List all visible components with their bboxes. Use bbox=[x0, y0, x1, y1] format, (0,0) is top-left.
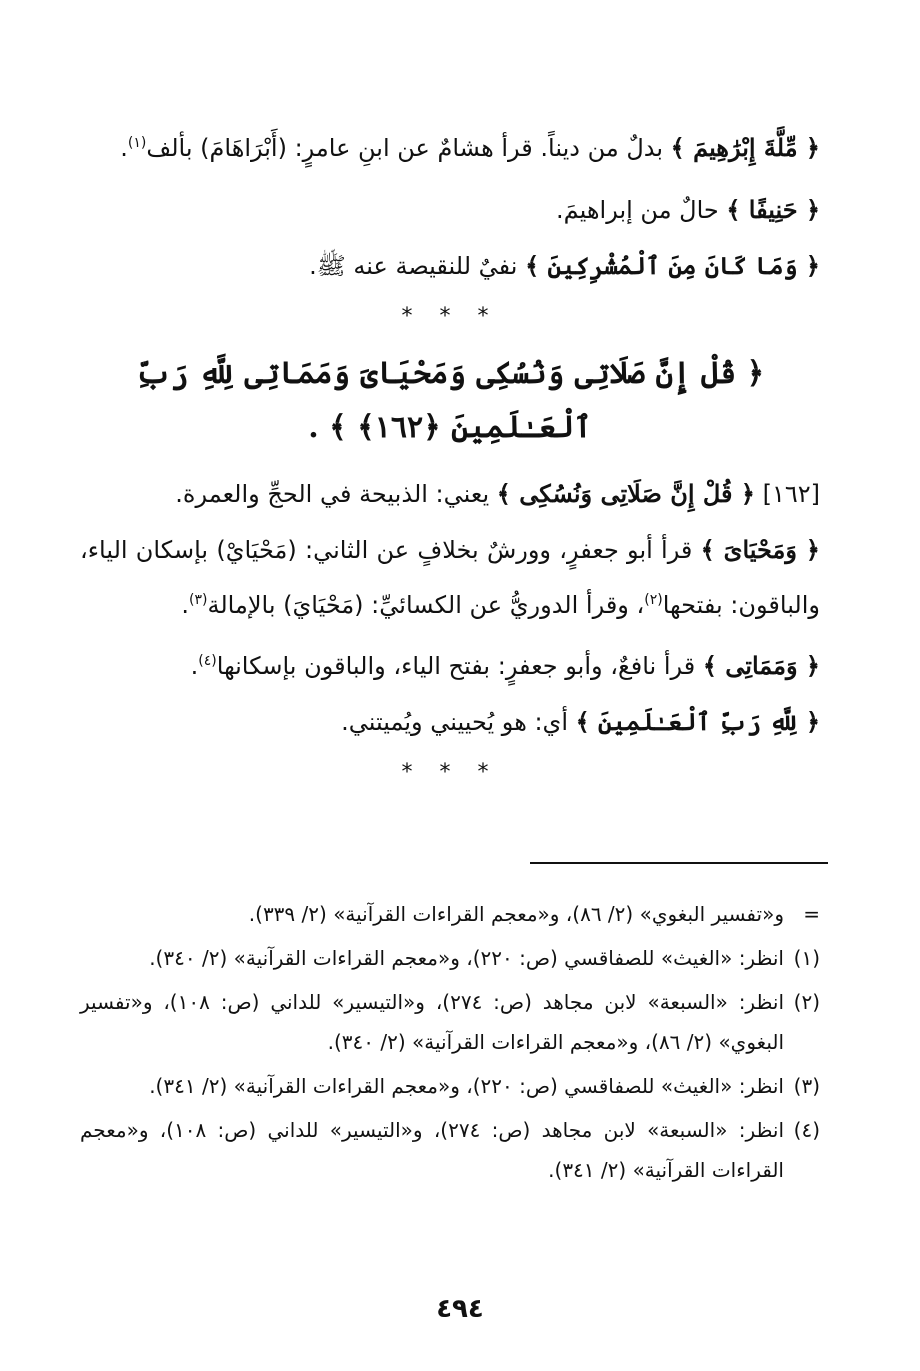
continuation-mark: = bbox=[803, 902, 820, 926]
quran-quote: ﴿ قُلْ إِنَّ صَلَاتِى وَنُسُكِى ﴾ bbox=[496, 479, 755, 508]
section-separator: * * * bbox=[401, 304, 499, 329]
tafsir-paragraph-mamati: ﴿ وَمَمَاتِى ﴾ قرأ نافعٌ، وأبو جعفرٍ: بفتح الياء، والباقون بإسكانها$^{(٤)}$. bbox=[190, 651, 820, 680]
footnote-text: انظر: «السبعة» لابن مجاهد (ص: ٢٧٤)، و«التيسير» للداني (ص: ١٠٨)، و«تفسير البغوي» (٢/ ٨٦)، و«معجم القراءات القرآنية» (٢/ ٣٤٠). bbox=[80, 990, 784, 1054]
footnote-4 bbox=[80, 1110, 820, 1190]
paragraph-text: قرأ أبو جعفرٍ، وورشٌ بخلافٍ عن الثاني: (مَحْيَايْ) بإسكان الياء، والباقون: بفتحها bbox=[80, 536, 820, 619]
quran-quote: ﴿ وَمَا كَانَ مِنَ ٱلْمُشْرِكِينَ ﴾ bbox=[525, 251, 820, 280]
footnote-number: (٣) bbox=[793, 1074, 820, 1098]
tafsir-paragraph-lillahi bbox=[80, 697, 820, 747]
footnote-3 bbox=[80, 1066, 820, 1106]
quran-quote: ﴿ حَنِيفًا ﴾ bbox=[726, 195, 820, 224]
paragraph-text: نفيٌ للنقيصة عنه ﷺ. bbox=[309, 252, 526, 280]
footnote-ref: (٤) bbox=[198, 653, 217, 669]
footnote-text: و«تفسير البغوي» (٢/ ٨٦)، و«معجم القراءات القرآنية» (٢/ ٣٣٩). bbox=[248, 902, 784, 926]
quran-quote: ﴿ مِّلَّةَ إِبْرَٰهِيمَ ﴾ bbox=[670, 133, 820, 162]
verse-number: [١٦٢] bbox=[754, 480, 820, 508]
footnote-divider bbox=[530, 862, 828, 864]
paragraph-text: أي: هو يُحييني ويُميتني. bbox=[341, 708, 576, 736]
footnote-number: (٤) bbox=[793, 1118, 820, 1142]
paragraph-wa-ma-kana bbox=[80, 241, 820, 291]
verse-heading: ﴿ قُلْ إِنَّ صَلَاتِى وَنُسُكِى وَمَحْيَاىَ وَمَمَاتِى لِلَّهِ رَبِّ ٱلْعَـٰلَمِينَ ﴿١٦٢﴾ ﴾ . bbox=[135, 356, 765, 445]
quran-quote: ﴿ وَمَحْيَاىَ ﴾ bbox=[700, 535, 820, 564]
footnote-1 bbox=[80, 938, 820, 978]
footnotes bbox=[80, 894, 820, 1194]
paragraph-text: قرأ نافعٌ، وأبو جعفرٍ: بفتح الياء، والباقون بإسكانها bbox=[216, 652, 703, 680]
page-number: ٤٩٤ bbox=[436, 1294, 484, 1324]
main-text bbox=[80, 118, 820, 803]
footnote-number: (١) bbox=[793, 946, 820, 970]
tafsir-paragraph-162 bbox=[80, 469, 820, 519]
footnote-number: (٢) bbox=[793, 990, 820, 1014]
paragraph-text: ، وقرأ الدوريُّ عن الكسائيِّ: (مَحْيَايَ) بالإمالة bbox=[207, 591, 645, 619]
footnote-continuation bbox=[80, 894, 820, 934]
quran-quote: ﴿ لِلَّهِ رَبِّ ٱلْعَـٰلَمِينَ ﴾ bbox=[575, 707, 820, 736]
footnote-ref: (٣) bbox=[189, 592, 208, 608]
footnote-text: انظر: «السبعة» لابن مجاهد (ص: ٢٧٤)، و«التيسير» للداني (ص: ١٠٨)، و«معجم القراءات القرآنية» (٢/ ٣٤١). bbox=[80, 1118, 785, 1182]
footnote-ref: (١) bbox=[127, 135, 147, 151]
footnote-text: انظر: «الغيث» للصفاقسي (ص: ٢٢٠)، و«معجم القراءات القرآنية» (٢/ ٣٤١). bbox=[149, 1074, 784, 1098]
footnote-ref: (٢) bbox=[644, 592, 663, 608]
quran-quote: ﴿ وَمَمَاتِى ﴾ bbox=[702, 651, 820, 680]
footnote-2 bbox=[80, 982, 820, 1062]
paragraph-text: حالٌ من إبراهيمَ. bbox=[556, 196, 727, 224]
paragraph-text: بدلٌ من ديناً. قرأ هشامٌ عن ابنِ عامرٍ: (أَبْرَاهَامَ) بألف bbox=[146, 134, 671, 162]
footnote-text: انظر: «الغيث» للصفاقسي (ص: ٢٢٠)، و«معجم القراءات القرآنية» (٢/ ٣٤٠). bbox=[149, 946, 784, 970]
tafsir-paragraph-mahyaya: ﴿ وَمَحْيَاىَ ﴾ قرأ أبو جعفرٍ، وورشٌ بخلافٍ عن الثاني: (مَحْيَايْ) بإسكان الياء، والباقون: بفتحها$^{(٢)}$، وقرأ الدوريُّ عن الكسائيِّ: (مَحْيَايَ) بالإمالة$^{(٣)}$. bbox=[80, 535, 820, 619]
paragraph-millata-ibrahim: ﴿ مِّلَّةَ إِبْرَٰهِيمَ ﴾ بدلٌ من ديناً. قرأ هشامٌ عن ابنِ عامرٍ: (أَبْرَاهَامَ) بألف$^{(١)}$. bbox=[120, 133, 820, 162]
paragraph-hanifa bbox=[80, 185, 820, 235]
paragraph-text: يعني: الذبيحة في الحجِّ والعمرة. bbox=[175, 480, 497, 508]
section-separator: * * * bbox=[401, 760, 499, 785]
